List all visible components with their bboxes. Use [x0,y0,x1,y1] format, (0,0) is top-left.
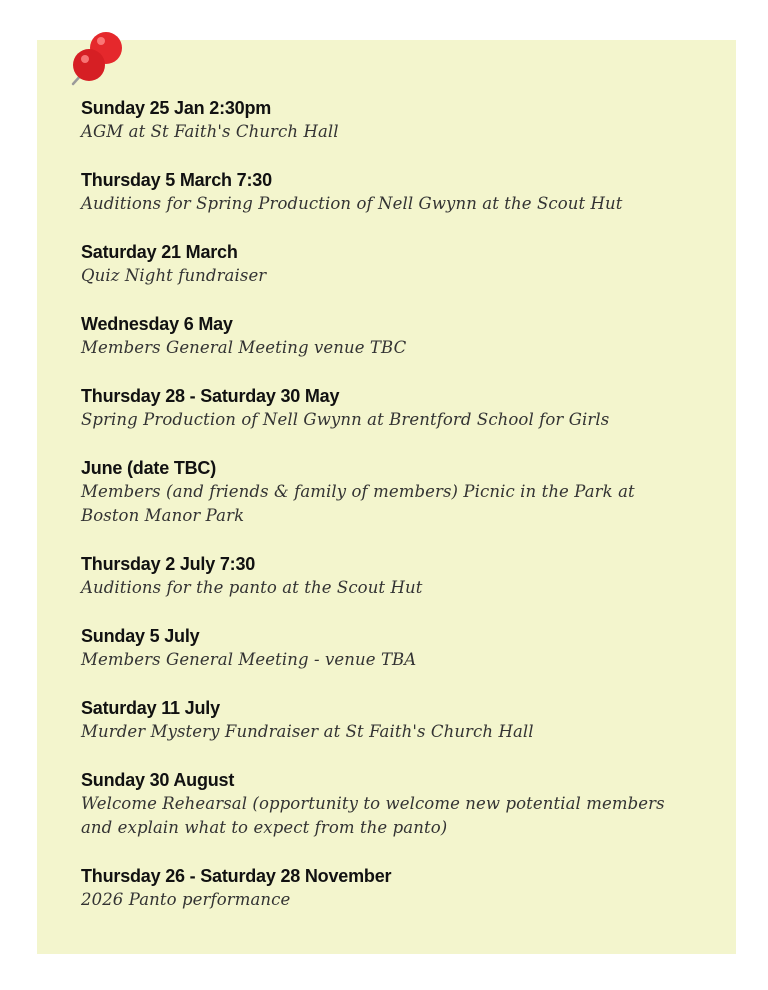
event-item [81,240,721,288]
event-date: Thursday 28 - Saturday 30 May [81,386,340,406]
event-date: Saturday 11 July [81,698,220,718]
event-item [81,96,721,144]
event-date: Sunday 30 August [81,770,235,790]
event-description: Members General Meeting - venue TBA [81,650,417,669]
event-description: Quiz Night fundraiser [81,266,267,285]
event-item [81,456,721,528]
event-date: June (date TBC) [81,458,217,478]
event-date: Sunday 25 Jan 2:30pm [81,98,272,118]
event-date: Thursday 2 July 7:30 [81,554,256,574]
events-list [81,96,721,912]
event-item [81,552,721,600]
event-description: Welcome Rehearsal (opportunity to welcome new potential members and explain what to expect from the panto) [81,794,665,837]
event-item [81,168,721,216]
event-description: AGM at St Faith's Church Hall [81,122,339,141]
event-item [81,312,721,360]
event-description: 2026 Panto performance [81,890,291,909]
event-item [81,624,721,672]
event-description: Murder Mystery Fundraiser at St Faith's Church Hall [81,722,534,741]
event-date: Saturday 21 March [81,242,238,262]
event-item [81,696,721,744]
event-date: Wednesday 6 May [81,314,233,334]
event-item [81,864,721,912]
event-date: Thursday 5 March 7:30 [81,170,272,190]
event-description: Members (and friends & family of members) Picnic in the Park at Boston Manor Park [81,482,635,525]
pushpin-icon [68,28,128,88]
event-description: Spring Production of Nell Gwynn at Brentford School for Girls [81,410,610,429]
event-item [81,768,721,840]
event-item [81,384,721,432]
event-description: Members General Meeting venue TBC [81,338,407,357]
event-description: Auditions for the panto at the Scout Hut [81,578,423,597]
event-description: Auditions for Spring Production of Nell Gwynn at the Scout Hut [81,194,623,213]
event-date: Sunday 5 July [81,626,200,646]
event-date: Thursday 26 - Saturday 28 November [81,866,392,886]
